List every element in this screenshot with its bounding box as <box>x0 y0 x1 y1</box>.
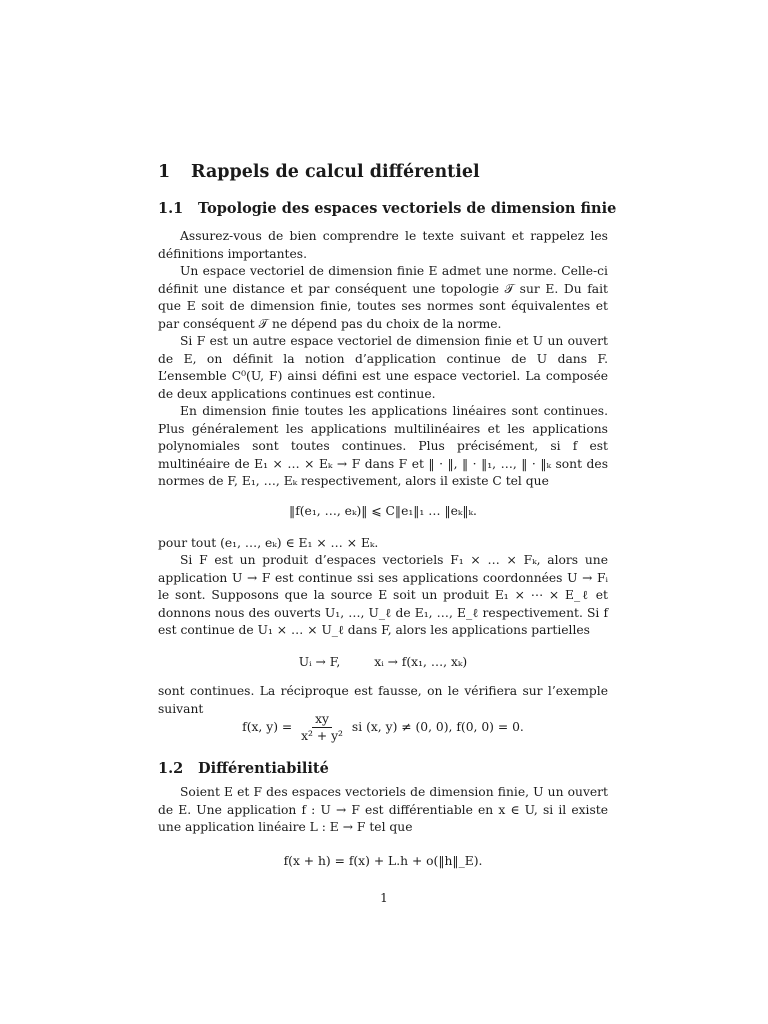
paragraph-norme: Un espace vectoriel de dimension finie E admet une norme. Celle-ci définit une distance et par conséquent une topologie 𝒯 sur E. Du fait que E soit de dimension finie, toutes ses normes sont équivalentes et par conséquent 𝒯 ne dépend pas du choix de la norme. <box>158 264 608 331</box>
fraction <box>298 711 346 744</box>
equation-differential: f(x + h) = f(x) + L.h + o(‖h‖_E). <box>283 854 483 868</box>
paragraph-reciproque: sont continues. La réciproque est fausse, on le vérifiera sur l’exemple suivant <box>158 684 608 716</box>
fraction-numerator: xy <box>312 711 332 728</box>
eq-lhs: f(x, y) = <box>242 720 293 734</box>
subsection-number: 1.1 <box>158 200 184 217</box>
paragraph-continuite: Si F est un autre espace vectoriel de dimension finie et U un ouvert de E, on définit la notion d’application continue de U dans F. L’ensemble C⁰(U, F) ainsi défini est une espace vectoriel. La composée de deux applications continues est continue. <box>158 334 608 401</box>
section-heading <box>158 162 480 182</box>
subsection-title: Différentiabilité <box>198 760 329 777</box>
equation-counterexample <box>158 711 608 744</box>
subsection-title: Topologie des espaces vectoriels de dimension finie <box>198 200 617 217</box>
paragraph-intro: Assurez-vous de bien comprendre le texte suivant et rappelez les définitions importantes. <box>158 229 608 261</box>
paragraph-produit: Si F est un produit d’espaces vectoriels F₁ × … × Fₖ, alors une application U → F est continue ssi ses applications coordonnées U → Fᵢ le sont. Supposons que la source E soit un produit E₁ × ⋯ × E_ℓ et donnons nous des ouverts U₁, …, U_ℓ de E₁, …, E_ℓ respectivement. Si f est continue de U₁ × … × U_ℓ dans F, alors les applications partielles <box>158 553 608 638</box>
subsection-heading-1-2 <box>158 760 329 777</box>
paragraph-multilineaire: En dimension finie toutes les applications linéaires sont continues. Plus généralement les applications multilinéaires et les applications polynomiales sont toutes continues. Plus précisément, si f est multinéaire de E₁ × … × Eₖ → F dans F et ‖ · ‖, ‖ · ‖₁, …, ‖ · ‖ₖ sont des normes de F, E₁, …, Eₖ respectivement, alors il existe C tel que <box>158 404 608 489</box>
paragraph-differentiable: Soient E et F des espaces vectoriels de dimension finie, U un ouvert de E. Une application f : U → F est différentiable en x ∈ U, si il existe une application linéaire L : E → F tel que <box>158 785 608 835</box>
section-title: Rappels de calcul différentiel <box>191 162 480 182</box>
subsection-heading-1-1 <box>158 200 616 217</box>
eq-rhs: si (x, y) ≠ (0, 0), f(0, 0) = 0. <box>351 720 524 734</box>
paragraph-pour-tout: pour tout (e₁, …, eₖ) ∈ E₁ × … × Eₖ. <box>158 536 379 550</box>
partial-map-right: xᵢ → f(x₁, …, xₖ) <box>374 655 468 669</box>
fraction-denominator: x² + y² <box>301 729 343 743</box>
subsection-number: 1.2 <box>158 760 184 777</box>
section-number: 1 <box>158 162 171 182</box>
page-number: 1 <box>380 891 388 905</box>
partial-map-left: Uᵢ → F, <box>298 655 341 669</box>
equation-partial-maps <box>158 654 608 671</box>
equation-norm-bound: ‖f(e₁, …, eₖ)‖ ⩽ C‖e₁‖₁ … ‖eₖ‖ₖ. <box>289 504 477 518</box>
